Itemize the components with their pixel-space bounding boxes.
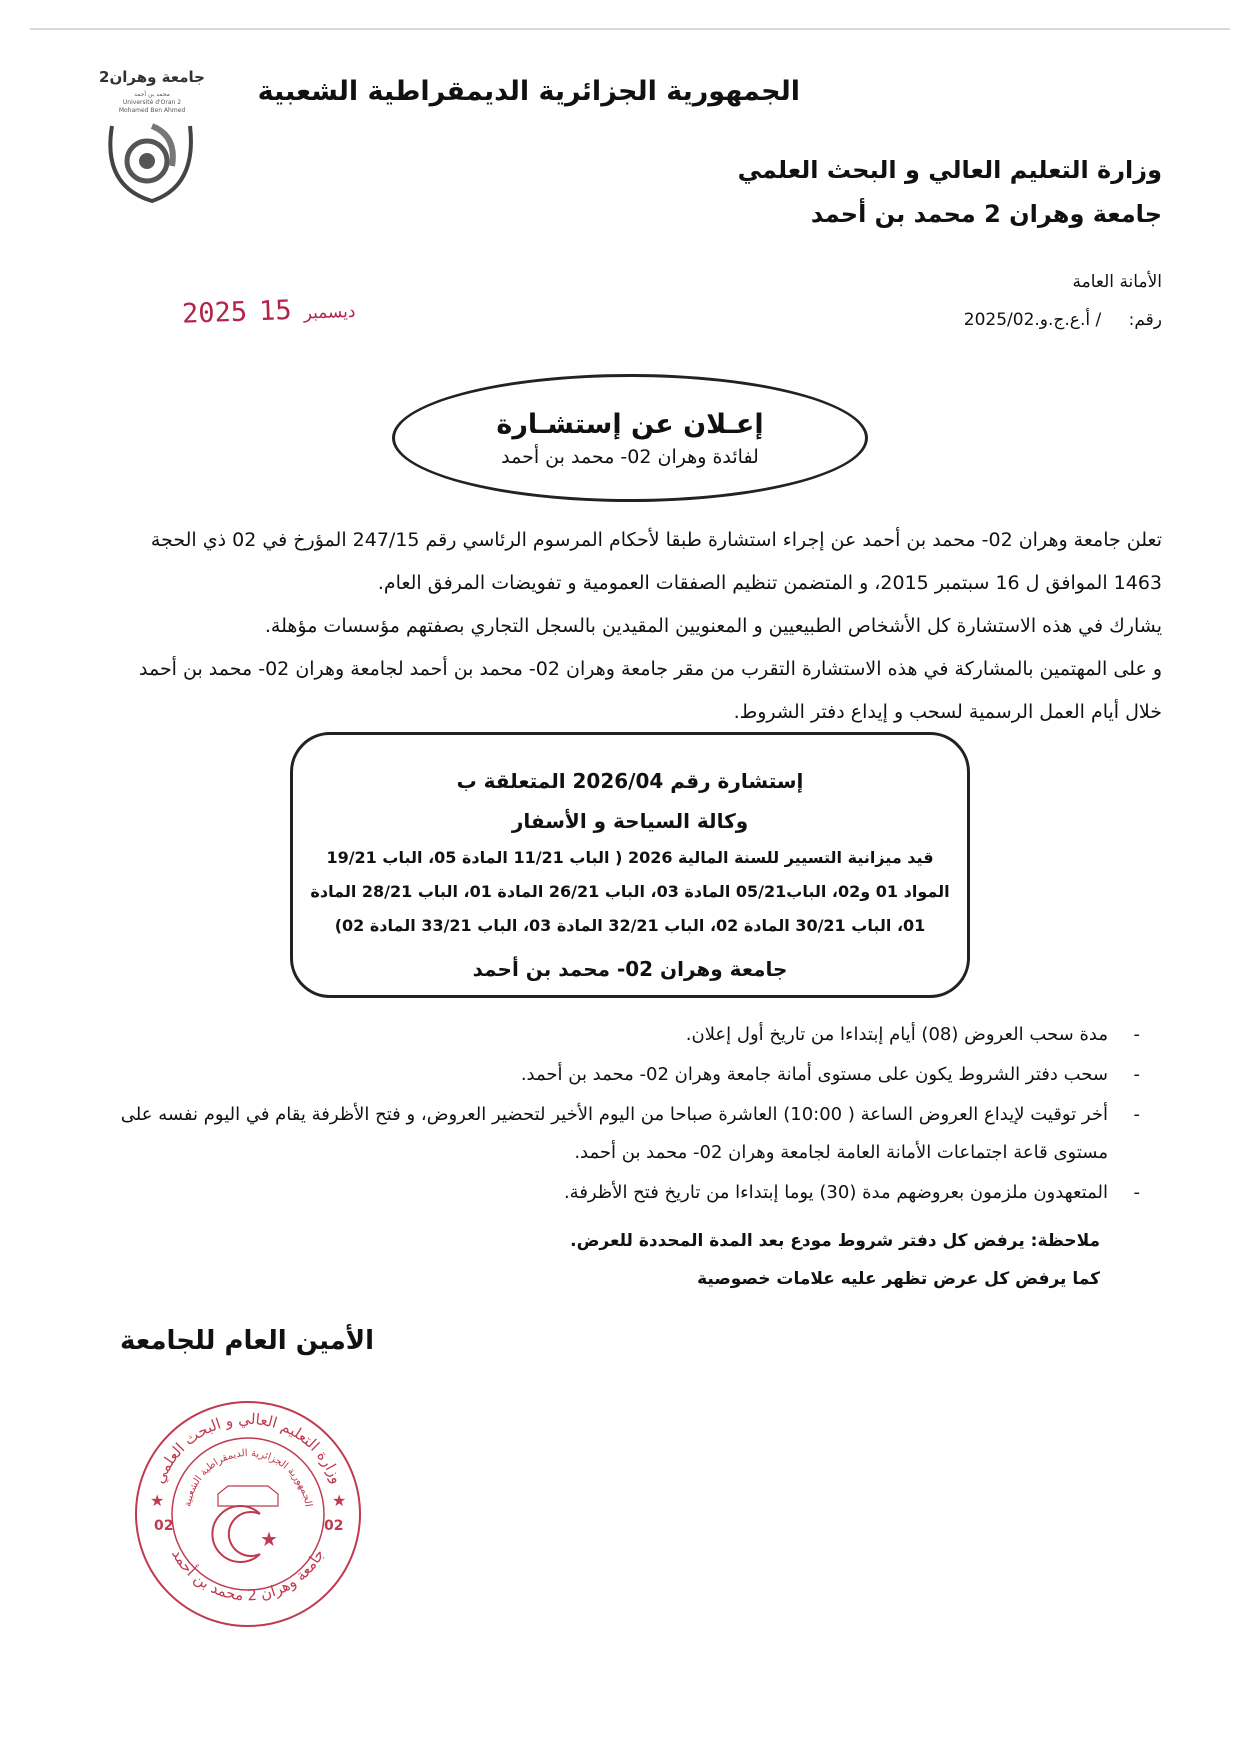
reference-label: رقم:: [1128, 310, 1162, 330]
svg-text:Mohamed Ben Ahmed: Mohamed Ben Ahmed: [118, 107, 186, 114]
svg-text:★: ★: [150, 1491, 165, 1510]
paragraph: يشارك في هذه الاستشارة كل الأشخاص الطبيعيين و المعنويين المقيدين بالسجل التجاري بصفتهم مؤسسات مؤهلة.: [264, 615, 1162, 637]
svg-text:وزارة التعليم العالي و البحث ا: وزارة التعليم العالي و البحث العلمي: [149, 1409, 347, 1487]
note-line-2: كما يرفض كل عرض تظهر عليه علامات خصوصية: [697, 1269, 1100, 1289]
consultation-budget: قيد ميزانية التسيير للسنة المالية 2026 ( الباب 11/21 المادة 05، الباب 19/21 المواد 01 و02، الباب05/21 المادة 03، الباب 26/21 المادة 01، الباب 28/21 المادة 01، الباب 30/21 المادة 02، الباب 32/21 المادة 03، الباب 33/21 المادة 02): [310, 848, 950, 935]
list-item: - مدة سحب العروض (08) أيام إبتداءا من تاريخ أول إعلان.: [120, 1016, 1140, 1054]
body-paragraphs: [120, 519, 1162, 734]
list-item: - سحب دفتر الشروط يكون على مستوى أمانة جامعة وهران 02- محمد بن أحمد.: [120, 1056, 1140, 1094]
date-stamp-month: ديسمبر: [303, 301, 356, 324]
signature-title: الأمين العام للجامعة: [120, 1326, 375, 1356]
list-item: - أخر توقيت لإيداع العروض الساعة ( 10:00) العاشرة صباحا من اليوم الأخير لتحضير العروض، و فتح الأظرفة يقام في اليوم نفسه على مستوى قاعة اجتماعات الأمانة العامة لجامعة وهران 02- محمد بن أحمد.: [120, 1096, 1140, 1172]
ministry-name: وزارة التعليم العالي و البحث العلمي: [737, 156, 1162, 184]
announcement-subtitle: لفائدة وهران 02- محمد بن أحمد: [501, 445, 759, 468]
consultation-subject: وكالة السياحة و الأسفار: [511, 809, 749, 833]
official-seal: [128, 1394, 368, 1634]
reference-line: [964, 310, 1162, 330]
reference-number: / أ.ع.ج.و.2025/02: [963, 310, 1102, 330]
note-line-1: ملاحظة: يرفض كل دفتر شروط مودع بعد المدة المحددة للعرض.: [570, 1231, 1100, 1251]
paragraph: تعلن جامعة وهران 02- محمد بن أحمد عن إجراء استشارة طبقا لأحكام المرسوم الرئاسي رقم 247/15 المؤرخ في 02 ذي الحجة 1463 الموافق ل 16 سبتمبر 2015، و المتضمن تنظيم الصفقات العمومية و تفويضات المرفق العام.: [150, 529, 1162, 594]
svg-text:محمد بن أحمد: محمد بن أحمد: [134, 91, 170, 98]
svg-text:02: 02: [324, 1518, 344, 1534]
svg-text:Université d'Oran 2: Université d'Oran 2: [122, 99, 182, 106]
list-item: - المتعهدون ملزمون بعروضهم مدة (30) يوما إبتداءا من تاريخ فتح الأظرفة.: [120, 1174, 1140, 1212]
svg-text:جامعة وهران2: جامعة وهران2: [99, 68, 205, 86]
university-name: جامعة وهران 2 محمد بن أحمد: [810, 200, 1162, 228]
note: [570, 1222, 1100, 1298]
consultation-number: إستشارة رقم 2026/04 المتعلقة ب: [456, 769, 804, 793]
svg-text:02: 02: [154, 1518, 174, 1534]
svg-text:الجمهورية الجزائرية الديمقراطي: الجمهورية الجزائرية الديمقراطية الشعبية: [182, 1448, 314, 1508]
consultation-university: جامعة وهران 02- محمد بن أحمد: [472, 957, 788, 981]
paragraph: و على المهتمين بالمشاركة في هذه الاستشارة التقرب من مقر جامعة وهران 02- محمد بن أحمد لجامعة وهران 02- محمد بن أحمد خلال أيام العمل الرسمية لسحب و إيداع دفتر الشروط.: [138, 658, 1162, 723]
announcement-ellipse: [392, 374, 868, 502]
date-stamp: [170, 293, 356, 330]
svg-text:جامعة وهران 2 محمد بن أحمد: جامعة وهران 2 محمد بن أحمد: [168, 1545, 328, 1605]
svg-text:★: ★: [332, 1491, 347, 1510]
scan-top-border: [30, 28, 1230, 30]
secretariat-label: الأمانة العامة: [1072, 272, 1162, 292]
consultation-box: [290, 732, 970, 998]
date-stamp-year: 2025: [181, 296, 248, 330]
date-stamp-day: 15: [258, 295, 293, 328]
republic-title: الجمهورية الجزائرية الديمقراطية الشعبية: [257, 76, 800, 107]
svg-text:★: ★: [260, 1527, 278, 1551]
university-logo: [92, 66, 212, 216]
conditions-list: [120, 1016, 1140, 1214]
announcement-title: إعـلان عن إستشـارة: [496, 408, 764, 440]
